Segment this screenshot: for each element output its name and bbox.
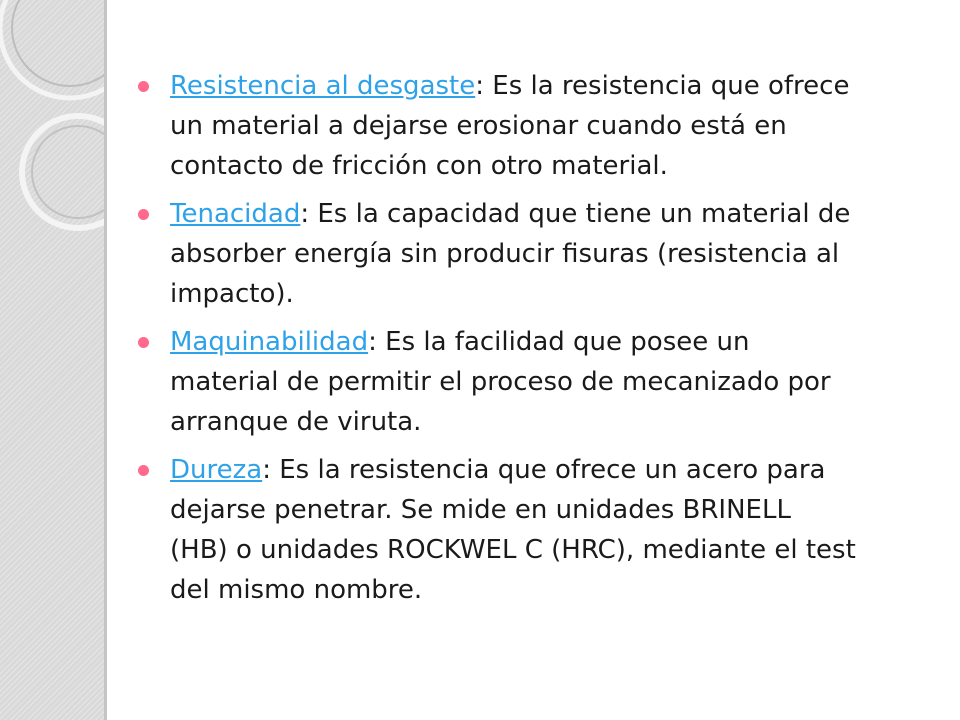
link-maquinabilidad[interactable]: Maquinabilidad [170,327,369,357]
bullet-dot-icon [138,465,149,476]
separator: : [262,455,271,485]
bullet-item-tenacidad [136,194,856,314]
link-resistencia-desgaste[interactable]: Resistencia al desgaste [170,71,476,101]
link-dureza[interactable]: Dureza [170,455,263,485]
decorative-circles [0,0,104,720]
bullet-dot-icon [138,337,149,348]
definition-text: Es la resistencia que ofrece un acero para dejarse penetrar. Se mide en unidades BRINELL (HB) o unidades ROCKWEL C (HRC), mediante el test del mismo nombre. [170,455,856,605]
definition-text: Es la resistencia que ofrece un material a dejarse erosionar cuando está en contacto de fricción con otro material. [170,71,850,181]
separator: : [300,199,310,229]
link-tenacidad[interactable]: Tenacidad [170,199,301,229]
bullet-item-resistencia-desgaste [136,66,856,186]
definition-text: Es la capacidad que tiene un material de absorber energía sin producir fisuras (resistencia al impacto). [170,199,851,309]
bullet-item-dureza [136,450,856,610]
side-band-edge [104,0,107,720]
separator: : [368,327,377,357]
definition-text: Es la facilidad que posee un material de permitir el proceso de mecanizado por arranque de viruta. [170,327,831,437]
separator: : [475,71,484,101]
bullet-dot-icon [138,209,149,220]
bullet-dot-icon [138,81,149,92]
bullet-item-maquinabilidad [136,322,856,442]
decorative-side-band [0,0,104,720]
slide-content [136,66,856,618]
